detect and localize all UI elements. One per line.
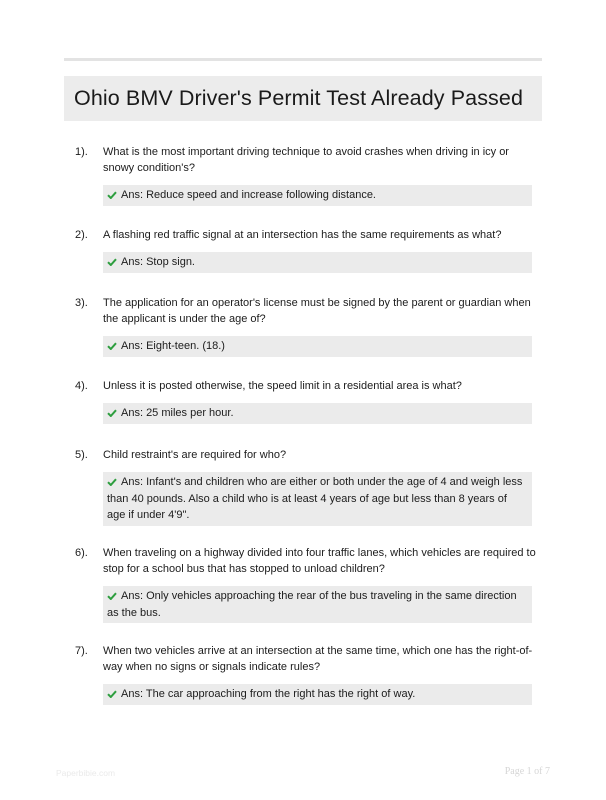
question-text: When traveling on a highway divided into four traffic lanes, which vehicles are required to stop for a school bus that has stopped to unload children? xyxy=(103,547,536,575)
question-row xyxy=(75,447,540,463)
checkmark-icon xyxy=(107,191,117,199)
checkmark-icon xyxy=(107,592,117,600)
question-row xyxy=(75,643,540,675)
question-row xyxy=(75,144,540,176)
question-row xyxy=(75,227,540,243)
answer-text: Ans: Eight-teen. (18.) xyxy=(121,340,225,352)
question-item xyxy=(75,643,540,705)
question-number: 1). xyxy=(75,146,88,158)
title-banner xyxy=(64,76,542,121)
checkmark-icon xyxy=(107,478,117,486)
question-text: Child restraint's are required for who? xyxy=(103,449,287,461)
question-row xyxy=(75,378,540,394)
question-text: A flashing red traffic signal at an intersection has the same requirements as what? xyxy=(103,229,502,241)
question-number: 7). xyxy=(75,645,88,657)
answer-text: Ans: Stop sign. xyxy=(121,256,195,268)
answer-box xyxy=(103,336,532,357)
answer-box xyxy=(103,472,532,526)
question-text: The application for an operator's license must be signed by the parent or guardian when the applicant is under the age of? xyxy=(103,297,531,325)
question-item xyxy=(75,144,540,206)
question-item xyxy=(75,447,540,526)
watermark-text: Paperbibie.com xyxy=(56,768,116,778)
top-divider xyxy=(64,58,542,61)
answer-text: Ans: The car approaching from the right has the right of way. xyxy=(121,688,416,700)
question-row xyxy=(75,545,540,577)
question-number: 2). xyxy=(75,229,88,241)
answer-text: Ans: Reduce speed and increase following distance. xyxy=(121,189,376,201)
answer-box xyxy=(103,403,532,424)
page-number: Page 1 of 7 xyxy=(504,766,550,777)
question-item xyxy=(75,545,540,623)
question-item xyxy=(75,295,540,357)
checkmark-icon xyxy=(107,258,117,266)
checkmark-icon xyxy=(107,342,117,350)
answer-text: Ans: 25 miles per hour. xyxy=(121,407,234,419)
question-row xyxy=(75,295,540,327)
answer-box xyxy=(103,586,532,623)
question-text: Unless it is posted otherwise, the speed limit in a residential area is what? xyxy=(103,380,462,392)
question-number: 6). xyxy=(75,547,88,559)
question-number: 5). xyxy=(75,449,88,461)
page-title: Ohio BMV Driver's Permit Test Already Passed xyxy=(74,86,524,110)
question-number: 4). xyxy=(75,380,88,392)
answer-box xyxy=(103,252,532,273)
answer-box xyxy=(103,185,532,206)
question-text: What is the most important driving technique to avoid crashes when driving in icy or snowy condition's? xyxy=(103,146,509,174)
answer-text: Ans: Infant's and children who are either or both under the age of 4 and weigh less than 40 pounds. Also a child who is at least 4 years of age but less than 8 years of age if under 4'9". xyxy=(107,476,523,521)
question-text: When two vehicles arrive at an intersection at the same time, which one has the right-of-way when no signs or signals indicate rules? xyxy=(103,645,533,673)
answer-box xyxy=(103,684,532,705)
checkmark-icon xyxy=(107,690,117,698)
question-number: 3). xyxy=(75,297,88,309)
question-item xyxy=(75,378,540,424)
checkmark-icon xyxy=(107,409,117,417)
answer-text: Ans: Only vehicles approaching the rear of the bus traveling in the same direction as the bus. xyxy=(107,590,517,619)
question-item xyxy=(75,227,540,273)
